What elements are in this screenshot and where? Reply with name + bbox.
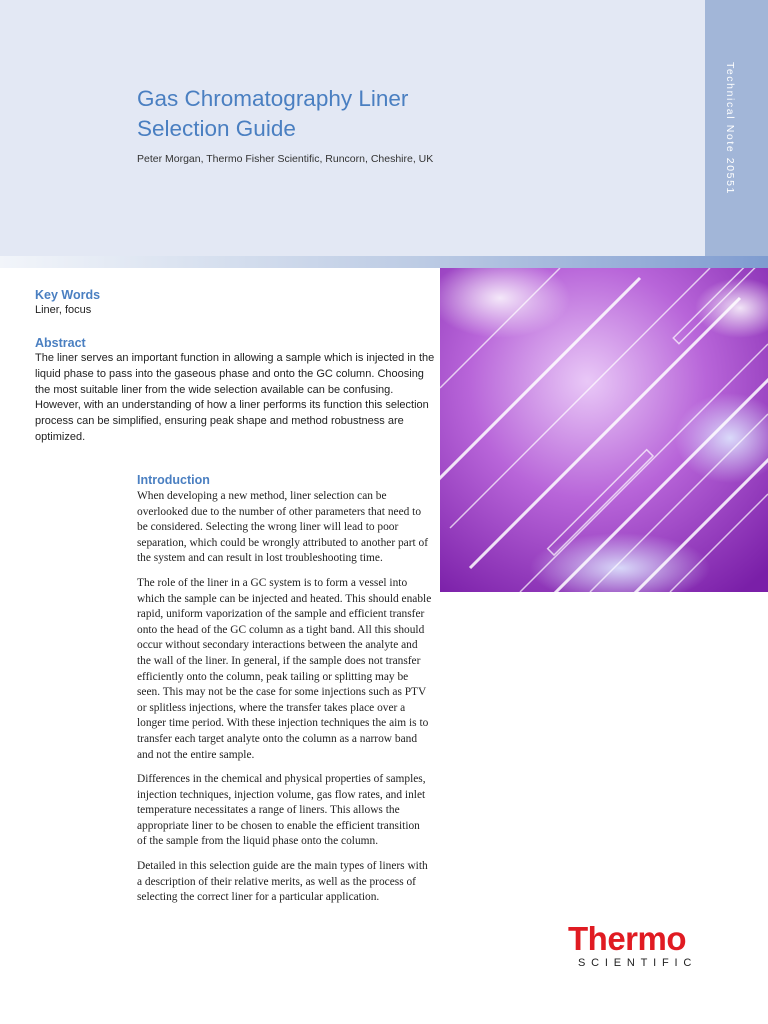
cover-photo-liners — [440, 268, 768, 592]
thermo-scientific-logo — [568, 921, 718, 969]
keywords-heading: Key Words — [35, 288, 101, 302]
abstract-heading: Abstract — [35, 336, 86, 350]
logo-brand: Thermo — [568, 920, 687, 957]
introduction-body — [137, 489, 432, 915]
intro-paragraph-4: Detailed in this selection guide are the main types of liners with a description of their relative merits, as well as the process of selecting the correct liner for a particular application. — [137, 860, 428, 904]
keywords-text: Liner, focus — [35, 304, 92, 316]
accent-divider — [0, 256, 768, 268]
title-line-2: Selection Guide — [137, 116, 296, 141]
author-line: Peter Morgan, Thermo Fisher Scientific, Runcorn, Cheshire, UK — [137, 153, 434, 165]
intro-paragraph-3: Differences in the chemical and physical properties of samples, injection techniques, injection volume, gas flow rates, and inlet temperature necessitates a range of liners. This allows the appropriate liner to be chosen to enable the efficient transition of the sample from the liquid phase onto the column. — [137, 773, 426, 848]
intro-paragraph-2: The role of the liner in a GC system is to form a vessel into which the sample can be injected and heated. This should enable rapid, uniform vaporization of the sample and efficient transfer onto the head of the GC column as a tight band. All this should occur without secondary interactions between the analyte and the wall of the liner. In general, if the sample does not transfer efficiently onto the column, peak tailing or splitting may be seen. This may not be the case for some injections such as PTV or splitless injections, where the transfer takes place over a longer time period. With these injection techniques the aim is to transfer each target analyte onto the column as a narrow band and not the entire sample. — [137, 576, 432, 761]
abstract-body: The liner serves an important function in allowing a sample which is injected in the liquid phase to pass into the gaseous phase and onto the GC column. Choosing the most suitable liner from the wide selection available can be confusing. However, with an understanding of how a liner performs its function this selection process can be simplified, ensuring peak shape and method robustness are optimized. — [35, 352, 435, 443]
title-line-1: Gas Chromatography Liner — [137, 86, 409, 111]
logo-sub: SCIENTIFIC — [578, 957, 698, 969]
technical-note-label: Technical Note 20551 — [724, 62, 736, 195]
side-tab — [705, 0, 768, 256]
document-title — [137, 84, 657, 144]
intro-paragraph-1: When developing a new method, liner selection can be overlooked due to the number of other parameters that need to be considered. Selecting the wrong liner will lead to poor separation, which could be wrongly attributed to another part of the system and can result in lost troubleshooting time. — [137, 490, 429, 565]
introduction-heading: Introduction — [137, 473, 210, 487]
